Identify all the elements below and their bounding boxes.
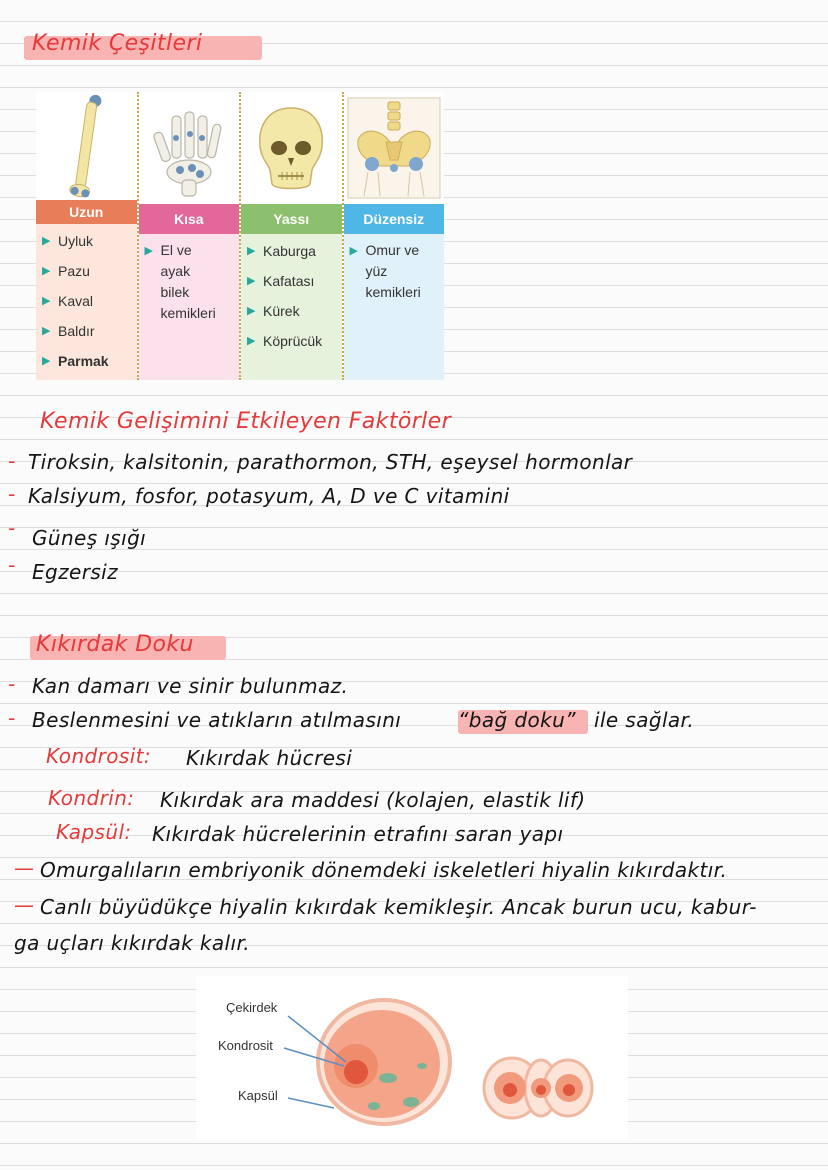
- column-yassi: [239, 92, 342, 380]
- section-title-kemik-cesitleri: Kemik Çeşitleri: [32, 31, 203, 56]
- column-header-kisa: Kısa: [139, 204, 240, 234]
- note-line: Canlı büyüdükçe hiyalin kıkırdak kemikleşir. Ancak burun ucu, kabur-: [40, 895, 757, 919]
- definition-term: Kondrosit:: [46, 744, 152, 768]
- column-body-yassi: [241, 234, 342, 380]
- dash-bullet: -: [8, 553, 16, 577]
- column-uzun: [36, 92, 137, 380]
- triangle-bullet-icon: ▶: [144, 245, 153, 257]
- dash-bullet: —: [14, 893, 35, 917]
- pelvis-spine-icon: [344, 92, 445, 204]
- triangle-bullet-icon: ▶: [42, 295, 51, 307]
- dash-bullet: -: [8, 482, 16, 506]
- column-header-uzun: Uzun: [36, 200, 137, 224]
- column-header-duzensiz: Düzensiz: [344, 204, 445, 234]
- note-line-part: Beslenmesini ve atıkların atılmasını: [32, 708, 402, 732]
- definition-term: Kapsül:: [56, 820, 132, 844]
- list-item: ▶ Kaburga: [247, 240, 338, 262]
- list-item: ▶ Baldır: [42, 320, 133, 342]
- factor-item: Güneş ışığı: [32, 526, 147, 550]
- triangle-bullet-icon: ▶: [42, 325, 51, 337]
- definition-text: Kıkırdak hücresi: [186, 746, 353, 770]
- list-item: ▶ Köprücük: [247, 330, 338, 352]
- column-duzensiz: [342, 92, 445, 380]
- triangle-bullet-icon: ▶: [349, 245, 358, 257]
- triangle-bullet-icon: ▶: [247, 245, 256, 257]
- femur-bone-icon: [36, 92, 137, 200]
- column-kisa: [137, 92, 240, 380]
- list-item: ▶ Uyluk: [42, 230, 133, 252]
- label-cekirdek: Çekirdek: [226, 1000, 278, 1015]
- skull-icon: [241, 92, 342, 204]
- note-line: ga uçları kıkırdak kalır.: [14, 931, 251, 955]
- definition-term: Kondrin:: [48, 786, 135, 810]
- note-line: Kan damarı ve sinir bulunmaz.: [32, 674, 349, 698]
- factor-item: Egzersiz: [32, 560, 119, 584]
- factor-item: Kalsiyum, fosfor, potasyum, A, D ve C vitamini: [28, 484, 510, 508]
- label-kondrosit: Kondrosit: [218, 1038, 273, 1053]
- triangle-bullet-icon: ▶: [247, 335, 256, 347]
- dash-bullet: -: [8, 516, 16, 540]
- dash-bullet: -: [8, 672, 16, 696]
- bone-types-table: [36, 92, 444, 380]
- list-item: ▶ Kürek: [247, 300, 338, 322]
- cartilage-cell-figure: [196, 976, 628, 1140]
- label-kapsul: Kapsül: [238, 1088, 278, 1103]
- triangle-bullet-icon: ▶: [42, 355, 51, 367]
- list-item: ▶ Parmak: [42, 350, 133, 372]
- bag-doku-text: “bağ doku”: [458, 708, 576, 732]
- note-line: Omurgalıların embriyonik dönemdeki iskeletleri hiyalin kıkırdaktır.: [40, 858, 728, 882]
- dash-bullet: -: [8, 706, 16, 730]
- list-item: ▶ Omur ve yüz kemikleri: [350, 240, 441, 303]
- list-item: ▶ Pazu: [42, 260, 133, 282]
- list-item: ▶ Kaval: [42, 290, 133, 312]
- column-body-uzun: [36, 224, 137, 380]
- triangle-bullet-icon: ▶: [42, 265, 51, 277]
- list-item: ▶ El ve ayak bilek kemikleri: [145, 240, 236, 324]
- section-title-kemik-gelisimi: Kemik Gelişimini Etkileyen Faktörler: [40, 409, 452, 434]
- section-title-kikirdak-doku: Kıkırdak Doku: [36, 632, 194, 657]
- dash-bullet: -: [8, 449, 16, 473]
- triangle-bullet-icon: ▶: [247, 305, 256, 317]
- column-body-duzensiz: [344, 234, 445, 380]
- note-line-part: ile sağlar.: [594, 708, 695, 732]
- dash-bullet: —: [14, 856, 35, 880]
- list-item: ▶ Kafatası: [247, 270, 338, 292]
- triangle-bullet-icon: ▶: [42, 235, 51, 247]
- definition-text: Kıkırdak hücrelerinin etrafını saran yapı: [152, 822, 564, 846]
- definition-text: Kıkırdak ara maddesi (kolajen, elastik lif): [160, 788, 586, 812]
- triangle-bullet-icon: ▶: [247, 275, 256, 287]
- hand-bones-icon: [139, 92, 240, 204]
- factor-item: Tiroksin, kalsitonin, parathormon, STH, eşeysel hormonlar: [28, 450, 633, 474]
- column-body-kisa: [139, 234, 240, 380]
- column-header-yassi: Yassı: [241, 204, 342, 234]
